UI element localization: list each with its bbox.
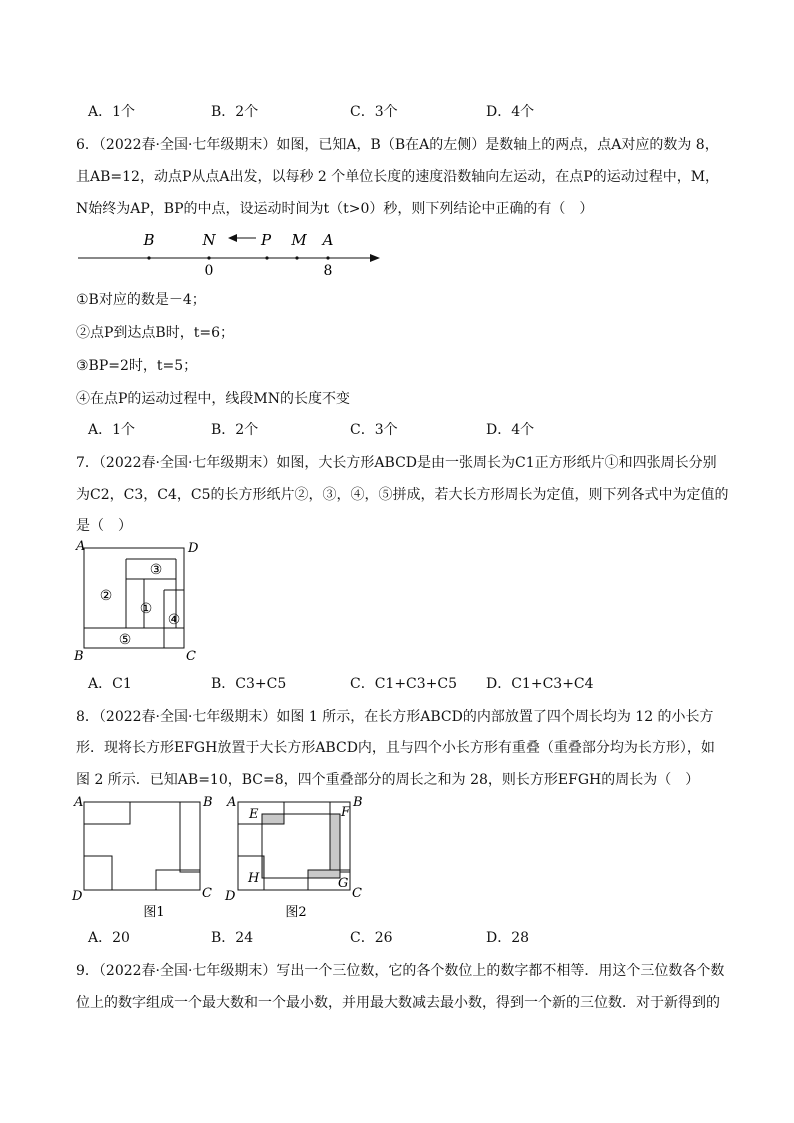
- q5-option-a: A．1个: [88, 104, 136, 120]
- q6-line-2: 且AB=12，动点P从点A出发，以每秒 2 个单位长度的速度沿数轴向左运动，在点P的运动过程中，M，: [76, 169, 720, 185]
- q8-option-c: C．26: [350, 930, 393, 946]
- q7-corner-d: D: [188, 541, 199, 556]
- q8-fig2-b: B: [353, 795, 363, 810]
- q6-statement-1: ①B对应的数是－4；: [76, 292, 206, 308]
- q7-piece-3: ③: [149, 562, 163, 578]
- q6-label-n: N: [202, 231, 216, 249]
- q8-overlap-shading: [262, 814, 340, 878]
- q7-option-b: B．C3+C5: [211, 676, 287, 692]
- q8-fig2-caption: 图2: [285, 905, 307, 920]
- q6-tick-8: 8: [323, 263, 333, 279]
- q8-figures: [68, 794, 378, 926]
- q8-fig2-c: C: [352, 886, 362, 901]
- q6-line-3: N始终为AP，BP的中点，设运动时间为t（t>0）秒，则下列结论中正确的有（ ）: [76, 201, 594, 217]
- q8-line-2: 形．现将长方形EFGH放置于大长方形ABCD内，且与四个小长方形有重叠（重叠部分均为长方形），如: [76, 740, 715, 756]
- q6-number-line-figure: [70, 224, 390, 280]
- q8-fig2-f: F: [341, 805, 351, 820]
- q5-option-b: B．2个: [211, 104, 259, 120]
- q6-option-a: A．1个: [88, 422, 136, 438]
- q7-option-c: C．C1+C3+C5: [350, 676, 458, 692]
- q6-label-a: A: [322, 231, 334, 249]
- q5-options: [88, 102, 688, 122]
- q8-option-a: A．20: [88, 930, 130, 946]
- q8-fig1-a: A: [74, 795, 84, 810]
- q7-line-2: 为C2，C3，C4，C5的长方形纸片②，③，④，⑤拼成，若大长方形周长为定值，则下列各式中为定值的: [76, 487, 729, 503]
- q7-rectangle-figure: [68, 538, 208, 666]
- q8-option-d: D．28: [486, 930, 530, 946]
- q6-tick-0: 0: [204, 263, 214, 279]
- q6-label-b: B: [143, 231, 155, 249]
- q6-statement-2: ②点P到达点B时，t=6；: [76, 325, 234, 341]
- q8-fig2-d: D: [225, 889, 236, 904]
- q7-corner-a: A: [76, 539, 86, 554]
- q8-fig2-g: G: [338, 876, 349, 891]
- q7-option-a: A．C1: [88, 676, 132, 692]
- q7-corner-b: B: [74, 649, 84, 664]
- q6-options: [88, 420, 688, 440]
- q6-label-p: P: [260, 231, 272, 249]
- q7-corner-c: C: [186, 649, 196, 664]
- q9-line-2: 位上的数字组成一个最大数和一个最小数，并用最大数减去最小数，得到一个新的三位数．对于新得到的: [76, 995, 720, 1011]
- q8-fig1-c: C: [202, 886, 212, 901]
- q6-label-m: M: [291, 231, 307, 249]
- q8-fig2-h: H: [248, 871, 260, 886]
- q5-option-d: D．4个: [486, 104, 535, 120]
- q7-options: [88, 674, 688, 694]
- q8-fig1-caption: 图1: [143, 905, 165, 920]
- q7-option-d: D．C1+C3+C4: [486, 676, 594, 692]
- q8-fig1-b: B: [203, 795, 213, 810]
- q6-statement-4: ④在点P的运动过程中，线段MN的长度不变: [76, 391, 351, 407]
- q6-option-d: D．4个: [486, 422, 535, 438]
- q7-piece-5: ⑤: [118, 632, 132, 648]
- q8-fig2-a: A: [227, 795, 237, 810]
- q6-statement-3: ③BP=2时，t=5；: [76, 358, 198, 374]
- q8-line-3: 图 2 所示．已知AB=10，BC=8，四个重叠部分的周长之和为 28，则长方形EFGH的周长为（ ）: [76, 772, 700, 788]
- q7-piece-4: ④: [167, 612, 181, 628]
- q7-line-3: 是（ ）: [76, 518, 132, 534]
- q8-fig1-d: D: [72, 889, 83, 904]
- q7-piece-2: ②: [99, 588, 113, 604]
- q6-option-c: C．3个: [350, 422, 398, 438]
- q6-option-b: B．2个: [211, 422, 259, 438]
- q9-line-1: 9．（2022春·全国·七年级期末）写出一个三位数，它的各个数位上的数字都不相等．用这个三位数各个数: [76, 963, 725, 979]
- q8-line-1: 8．（2022春·全国·七年级期末）如图 1 所示，在长方形ABCD的内部放置了四个周长均为 12 的小长方: [76, 709, 714, 725]
- q5-option-c: C．3个: [350, 104, 398, 120]
- q7-line-1: 7．（2022春·全国·七年级期末）如图，大长方形ABCD是由一张周长为C1正方形纸片①和四张周长分别: [76, 455, 717, 471]
- q8-options: [88, 928, 688, 948]
- q6-line-1: 6．（2022春·全国·七年级期末）如图，已知A，B（B在A的左侧）是数轴上的两点，点A对应的数为 8，: [76, 137, 719, 153]
- q8-fig2-e: E: [249, 807, 259, 822]
- q8-option-b: B．24: [211, 930, 254, 946]
- q7-piece-1: ①: [139, 601, 153, 617]
